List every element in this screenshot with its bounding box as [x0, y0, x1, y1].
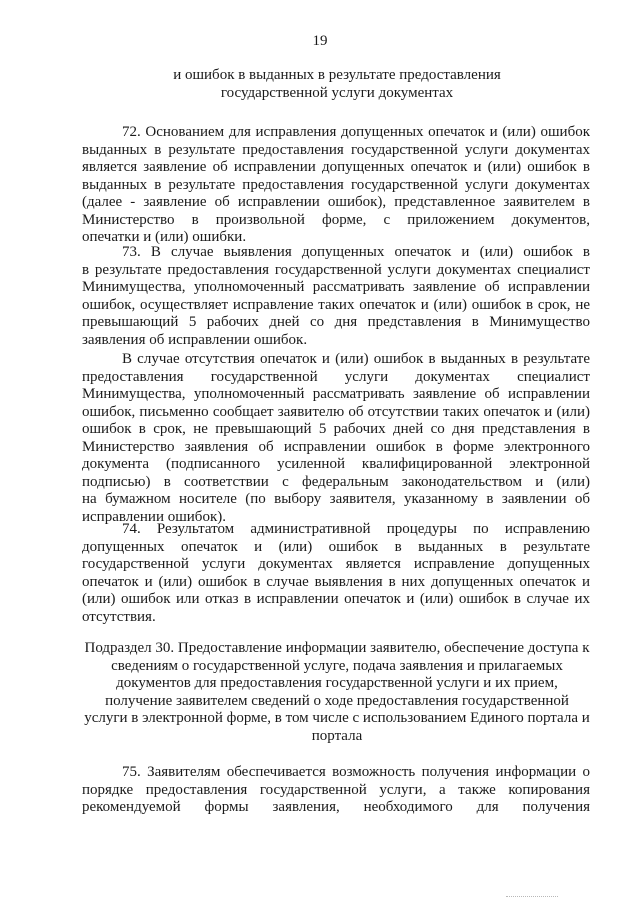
text-line: отсутствия. — [82, 608, 156, 625]
heading-line: сведениям о государственной услуге, подача заявления и прилагаемых — [111, 657, 563, 674]
footer-dotted-mark — [506, 896, 558, 899]
page-number: 19 — [312, 33, 328, 49]
text-line: опечаток и (или) ошибок в случае выявления в них допущенных опечаток и — [82, 573, 590, 590]
heading-line: документов для предоставления государственной услуги и их прием, — [116, 675, 558, 691]
text-line: в результате предоставления государственной услуги документах специалист — [82, 261, 590, 278]
heading-line: и ошибок в выданных в результате предоставления — [173, 67, 501, 83]
text-line: государственной услуги документах является исправление допущенных — [82, 556, 590, 572]
heading-line: портала — [311, 727, 363, 744]
paragraph-73-continued — [82, 351, 590, 526]
text-line: ошибок, осуществляет исправление таких опечаток и (или) ошибок в срок, не — [82, 296, 590, 313]
paragraph-72 — [82, 124, 590, 247]
text-line: превышающий 5 рабочих дней со дня представления в Минимущество — [82, 314, 590, 330]
text-line: Минимущества, уполномоченный рассматривать заявление об исправлении — [82, 279, 590, 295]
text-line: В случае отсутствия опечаток и (или) ошибок в выданных в результате — [122, 351, 590, 367]
text-line: предоставления государственной услуги документах специалист — [82, 368, 590, 385]
text-line: заявления об исправлении ошибок. — [82, 331, 308, 348]
text-line: Минимущества, уполномоченный рассматривать заявление об исправлении — [82, 386, 590, 402]
heading-line: услуги в электронной форме, в том числе с использованием Единого портала и — [84, 710, 590, 726]
text-line: 72. Основанием для исправления допущенных опечаток и (или) ошибок — [122, 124, 590, 140]
text-line: исправлении ошибок). — [82, 508, 226, 525]
text-line: ошибок, письменно сообщает заявителю об отсутствии таких опечаток и (или) — [82, 403, 590, 420]
text-line: 73. В случае выявления допущенных опечаток и (или) ошибок в — [122, 244, 590, 260]
text-line: выданных в результате предоставления государственной услуги документах — [82, 176, 590, 193]
text-line: допущенных опечаток и (или) ошибок в выданных в результате — [82, 538, 590, 555]
text-line: опечатки и (или) ошибки. — [82, 229, 247, 245]
text-line: на бумажном носителе (по выбору заявителя, указанному в заявлении об — [82, 491, 590, 507]
heading-line: получение заявителем сведений о ходе предоставления государственной — [105, 692, 569, 709]
section-heading — [82, 67, 592, 102]
heading-line: Подраздел 30. Предоставление информации заявителю, обеспечение доступа к — [84, 640, 590, 656]
text-line: порядке предоставления государственной услуги, а также копирования — [82, 781, 590, 798]
text-line: (или) ошибок или отказ в исправлении опечаток и (или) ошибок в случае их — [82, 591, 590, 607]
text-line: документа (подписанного усиленной квалифицированной электронной — [82, 456, 590, 472]
paragraph-73 — [82, 244, 590, 349]
text-line: (далее - заявление об исправлении ошибок), представленное заявителем в — [82, 194, 590, 210]
paragraph-75 — [82, 764, 590, 817]
heading-line: государственной услуги документах — [220, 84, 454, 101]
text-line: рекомендуемой формы заявления, необходимого для получения — [82, 799, 590, 815]
text-line: 74. Результатом административной процедуры по исправлению — [122, 521, 590, 537]
text-line: ошибок в срок, не превышающий 5 рабочих дней со дня представления в — [82, 421, 590, 437]
paragraph-74 — [82, 521, 590, 626]
subsection-heading — [82, 640, 592, 745]
text-line: Министерство заявления об исправлении ошибок в форме электронного — [82, 438, 590, 455]
text-line: 75. Заявителям обеспечивается возможность получения информации о — [122, 764, 590, 780]
text-line: выданных в результате предоставления государственной услуги документах — [82, 141, 590, 158]
text-line: является заявление об исправлении допущенных опечаток и (или) ошибок в — [82, 159, 590, 175]
text-line: Министерство в произвольной форме, с приложением документов, — [82, 211, 590, 228]
text-line: подписью) в соответствии с федеральным законодательством и (или) — [82, 473, 590, 490]
